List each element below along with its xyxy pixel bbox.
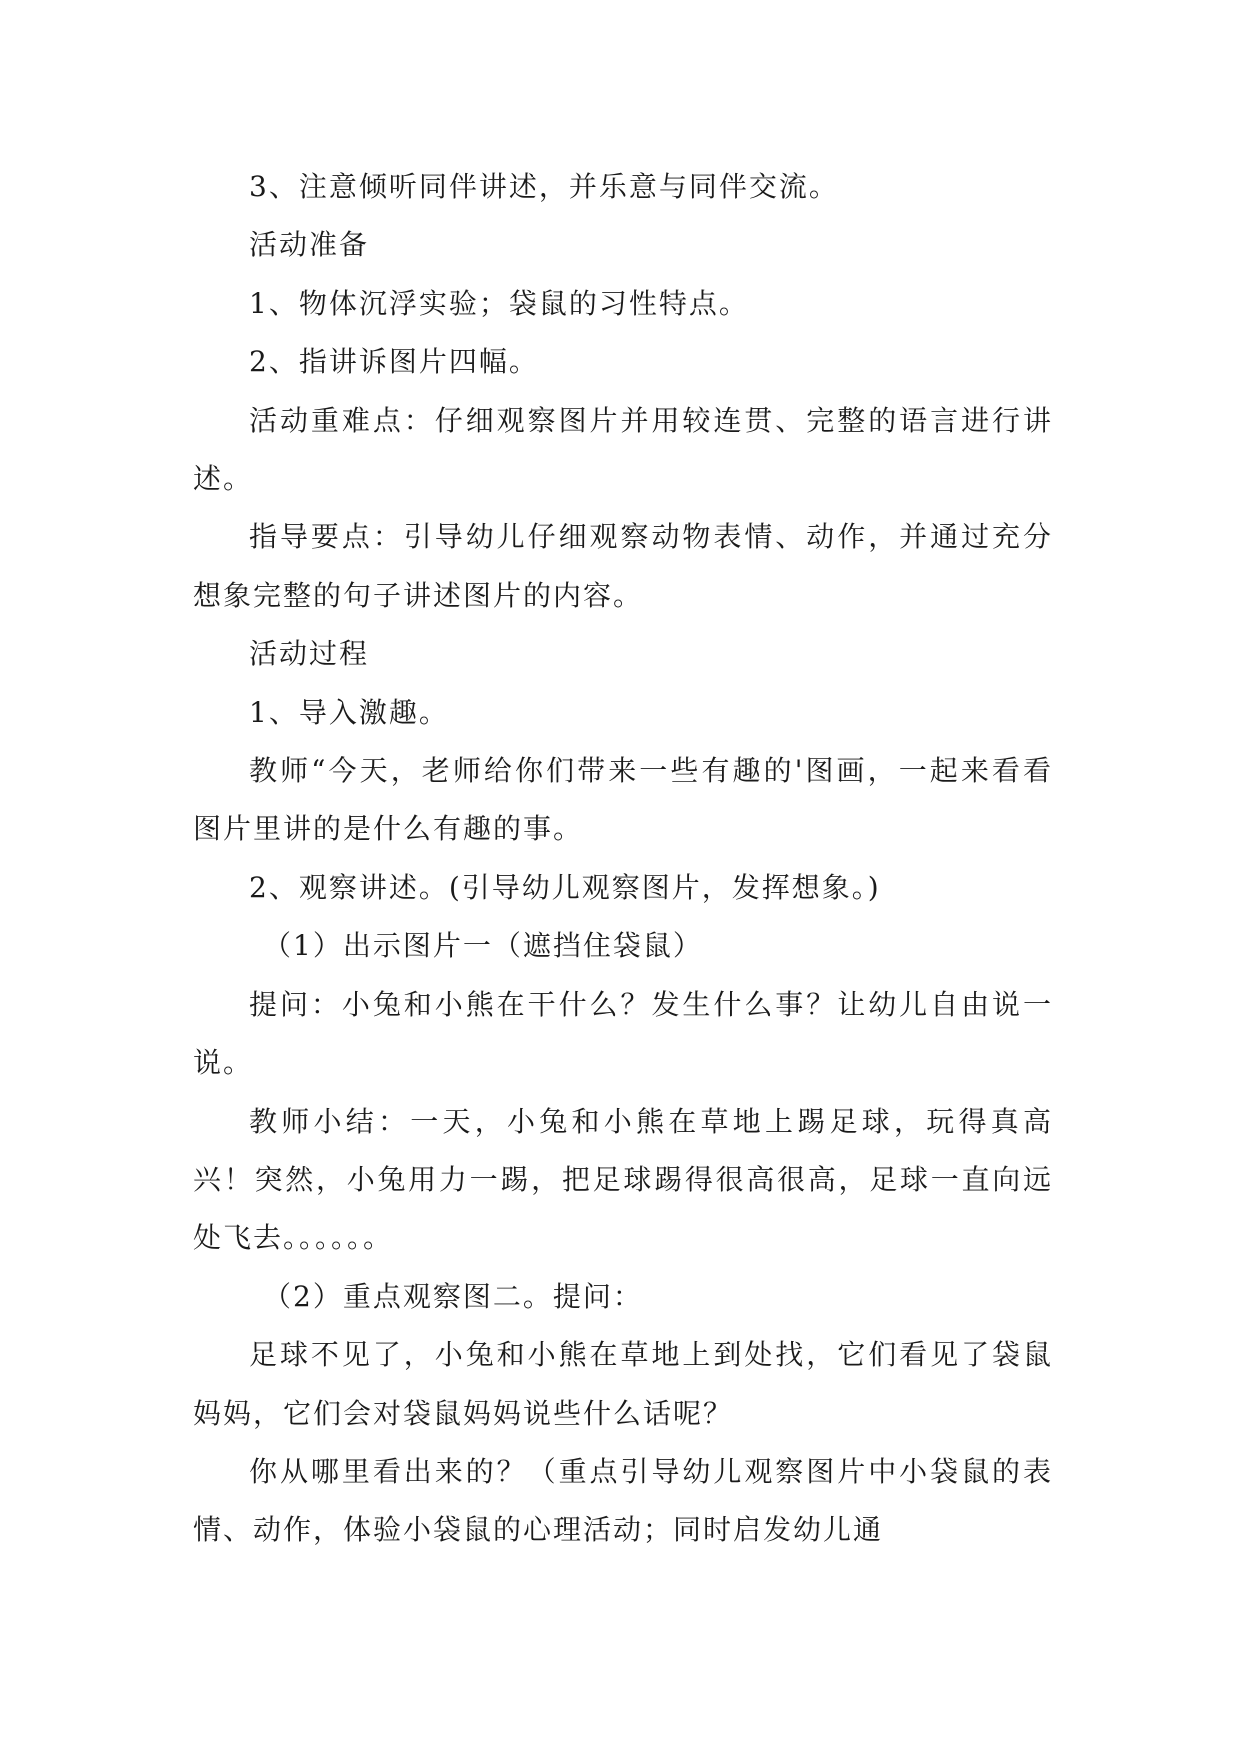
paragraph-question-1: 提问：小兔和小熊在干什么？发生什么事？让幼儿自由说一说。 <box>193 987 1053 1080</box>
heading-activity-process: 活动过程 <box>249 637 370 671</box>
paragraph-teacher-intro: 教师“今天，老师给你们带来一些有趣的'图画，一起来看看图片里讲的是什么有趣的事。 <box>193 754 1053 846</box>
paragraph-goal-3: 3、注意倾听同伴讲述，并乐意与同伴交流。 <box>249 170 839 203</box>
document-body <box>193 158 1053 1560</box>
paragraph-picture-1: （1）出示图片一（遮挡住袋鼠） <box>263 929 703 963</box>
heading-activity-preparation: 活动准备 <box>249 228 370 262</box>
paragraph-key-difficulties: 活动重难点：仔细观察图片并用较连贯、完整的语言进行讲述。 <box>193 403 1053 496</box>
paragraph-guidance-points: 指导要点：引导幼儿仔细观察动物表情、动作，并通过充分想象完整的句子讲述图片的内容。 <box>193 520 1053 612</box>
paragraph-how-see: 你从哪里看出来的？（重点引导幼儿观察图片中小袋鼠的表情、动作，体验小袋鼠的心理活动；同时启发幼儿通 <box>193 1454 1053 1547</box>
paragraph-ball-missing: 足球不见了，小兔和小熊在草地上到处找，它们看见了袋鼠妈妈，它们会对袋鼠妈妈说些什么话呢？ <box>193 1338 1053 1430</box>
paragraph-teacher-summary: 教师小结：一天，小兔和小熊在草地上踢足球，玩得真高兴！突然，小兔用力一踢，把足球踢得很高很高，足球一直向远处飞去。。。。。。 <box>193 1104 1053 1255</box>
paragraph-process-2: 2、观察讲述。(引导幼儿观察图片，发挥想象。) <box>249 870 881 904</box>
paragraph-preparation-2: 2、指讲诉图片四幅。 <box>249 345 539 379</box>
paragraph-process-1: 1、导入激趣。 <box>249 695 449 729</box>
paragraph-preparation-1: 1、物体沉浮实验；袋鼠的习性特点。 <box>249 286 749 320</box>
paragraph-picture-2: （2）重点观察图二。提问： <box>263 1279 643 1313</box>
